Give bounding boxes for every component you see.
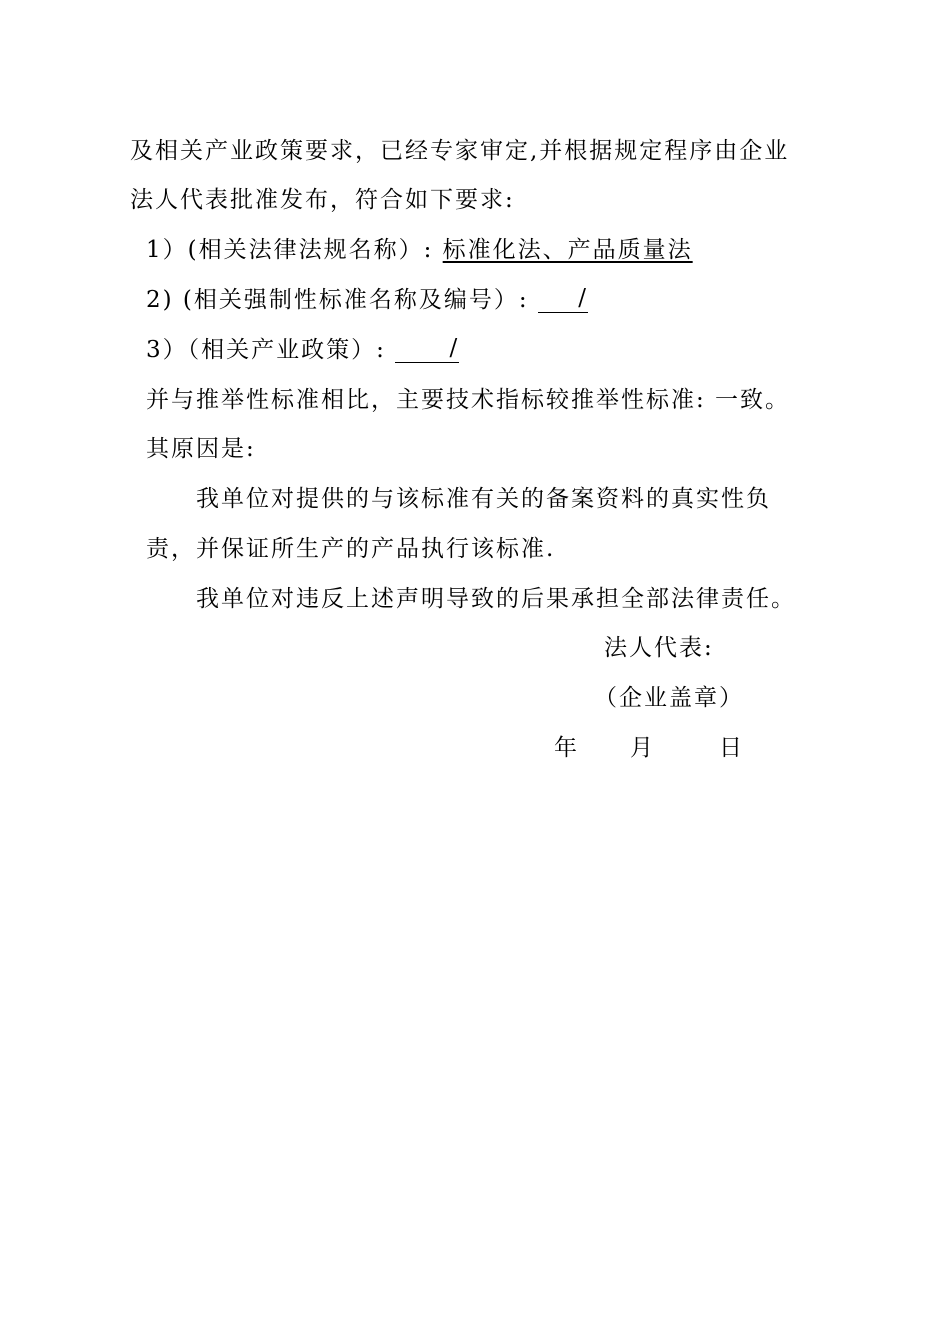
paragraph-line: 责，并保证所生产的产品执行该标准. (146, 536, 556, 562)
comparison-line: 并与推举性标准相比，主要技术指标较推举性标准: 一致。 (146, 387, 791, 413)
date-month-label: 月 (630, 735, 655, 761)
reason-line: 其原因是: (146, 436, 256, 462)
requirement-item-3 (146, 336, 459, 364)
requirement-item-3-value: / (395, 336, 459, 363)
requirement-item-2-label: 2) (相关强制性标准名称及编号）: (146, 287, 538, 313)
paragraph-line: 我单位对违反上述声明导致的后果承担全部法律责任。 (196, 586, 796, 612)
requirement-item-1 (146, 236, 693, 264)
company-seal-label: （企业盖章） (594, 685, 744, 711)
requirement-item-2-value: / (538, 286, 588, 313)
paragraph-line: 法人代表批准发布，符合如下要求: (130, 187, 515, 213)
paragraph-line: 及相关产业政策要求，已经专家审定,并根据规定程序由企业 (130, 138, 790, 164)
paragraph-line: 我单位对提供的与该标准有关的备案资料的真实性负 (196, 486, 771, 512)
requirement-item-2 (146, 286, 588, 314)
date-day-label: 日 (719, 735, 744, 761)
requirement-item-1-label: 1）(相关法律法规名称）: (146, 237, 443, 263)
date-year-label: 年 (554, 735, 579, 761)
requirement-item-3-label: 3）（相关产业政策）: (146, 337, 396, 363)
requirement-item-1-value: 标准化法、产品质量法 (442, 237, 693, 263)
legal-representative-label: 法人代表: (604, 635, 714, 661)
